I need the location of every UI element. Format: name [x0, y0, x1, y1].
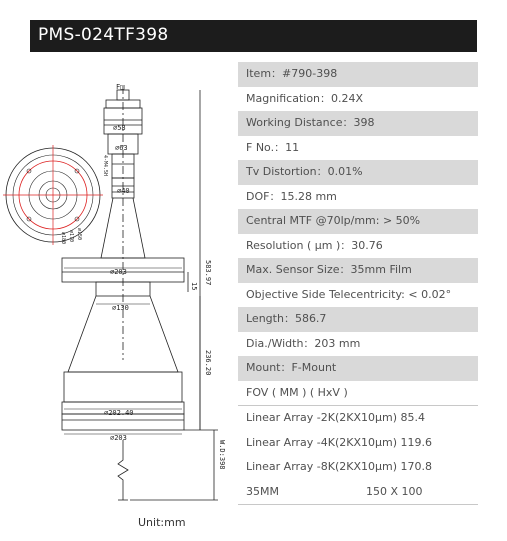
spec-fov-35mm-label: 35MM: [246, 484, 279, 498]
dim-d203-top: ∅203: [110, 268, 127, 276]
product-title: PMS-024TF398: [38, 25, 169, 45]
unit-label: Unit:mm: [138, 516, 186, 529]
dim-d40: ∅40: [117, 187, 130, 195]
lens-drawing: [0, 60, 230, 520]
spec-table: [238, 62, 478, 505]
spec-distortion: Tv Distortion：0.01%: [238, 160, 478, 185]
spec-fov-header: FOV ( MM ) ( HxV ): [238, 381, 478, 407]
dim-d202: ∅202.40: [104, 409, 134, 417]
lower-barrel: [64, 372, 182, 402]
spec-resolution: Resolution ( μm )：30.76: [238, 234, 478, 259]
top-mark-label: F□: [116, 83, 125, 91]
spec-working-distance: Working Distance：398: [238, 111, 478, 136]
spec-telecentricity: Objective Side Telecentricity: < 0.02°: [238, 283, 478, 308]
spec-fov-4k: Linear Array -4K(2KX10μm) 119.6: [238, 431, 478, 456]
spec-dof: DOF：15.28 mm: [238, 185, 478, 210]
dim-d203-bottom: ∅203: [110, 434, 127, 442]
spec-magnification: Magnification：0.24X: [238, 87, 478, 112]
spec-item: Item：#790-398: [238, 62, 478, 87]
spec-fov-8k: Linear Array -8K(2KX10μm) 170.8: [238, 455, 478, 480]
dim-side-d: ∅180: [60, 232, 66, 245]
spec-fov-35mm: [238, 480, 478, 506]
dim-wd: W.D:398: [218, 440, 226, 470]
dim-side-b: ∅150: [76, 228, 82, 241]
spec-diameter: Dia./Width：203 mm: [238, 332, 478, 357]
working-distance-break: [118, 440, 128, 500]
dim-side-c: ∅170: [68, 230, 74, 243]
spec-length: Length：586.7: [238, 307, 478, 332]
dim-d130: ∅130: [112, 304, 129, 312]
dim-side-a: 4-M4.5H: [102, 155, 108, 177]
spec-fov-2k: Linear Array -2K(2KX10μm) 85.4: [238, 406, 478, 431]
title-bar: [30, 20, 477, 52]
dim-583: 583.97: [204, 260, 212, 286]
dim-15: 15: [190, 282, 198, 291]
flange-front-view: [3, 145, 103, 245]
spec-mount: Mount：F-Mount: [238, 356, 478, 381]
spec-sensor-size: Max. Sensor Size：35mm Film: [238, 258, 478, 283]
spec-fov-35mm-value: 150 X 100: [366, 484, 423, 498]
dim-d58: ∅58: [113, 124, 126, 132]
dim-236: 236.20: [204, 350, 212, 376]
spec-f-number: F No.：11: [238, 136, 478, 161]
dim-d63: ∅63: [115, 144, 128, 152]
spec-mtf: Central MTF @70lp/mm: > 50%: [238, 209, 478, 234]
